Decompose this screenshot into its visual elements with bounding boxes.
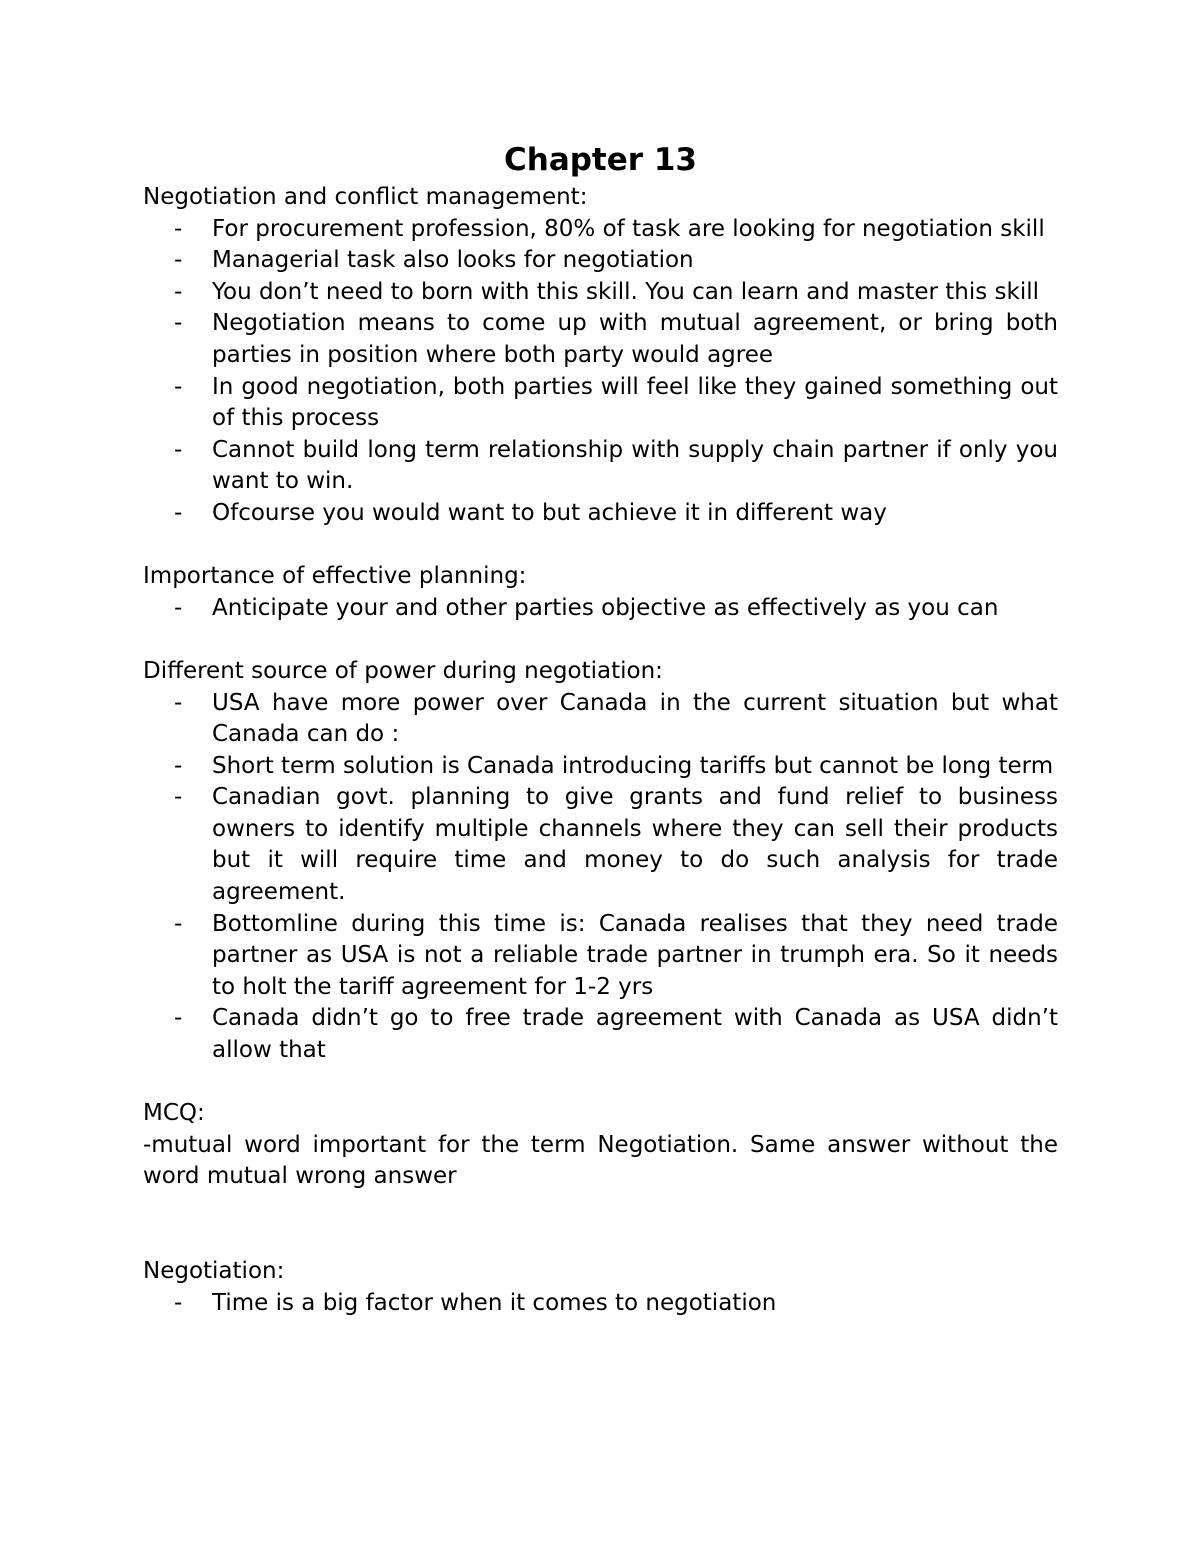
list-item: - USA have more power over Canada in the current situation but what Canada can do :: [174, 689, 1058, 748]
spacer: [143, 530, 1058, 562]
list-item: - Managerial task also looks for negotiation: [143, 245, 1058, 277]
list-item: - Bottomline during this time is: Canada realises that they need trade partner as USA is not a reliable trade partner in trumph era. So it needs to holt the tariff agreement for 1-2 yrs: [174, 910, 1058, 1000]
list-item: - You don’t need to born with this skill. You can learn and master this skill: [143, 277, 1058, 309]
spacer: [143, 624, 1058, 656]
dash-bullet: -: [174, 215, 183, 242]
section-heading-negotiation: Negotiation:: [143, 1258, 285, 1285]
list-item: - Canada didn’t go to free trade agreement with Canada as USA didn’t allow that: [174, 1005, 1058, 1064]
list-item: - Canadian govt. planning to give grants and fund relief to business owners to identify multiple channels where they can sell their products but it will require time and money to do such analysis for trade agreement.: [174, 784, 1058, 906]
list-item: - Negotiation means to come up with mutual agreement, or bring both parties in position where both party would agree: [174, 310, 1058, 368]
page-title: Chapter 13: [504, 142, 697, 178]
section-heading-mcq: MCQ:: [143, 1100, 205, 1127]
dash-bullet: -: [174, 499, 183, 526]
spacer: [143, 1193, 1058, 1256]
section-heading-negotiation-conflict: Negotiation and conflict management:: [143, 184, 588, 210]
document-page: [143, 138, 1058, 1319]
list-item: - Time is a big factor when it comes to negotiation: [143, 1288, 1058, 1320]
list-item: - Cannot build long term relationship with supply chain partner if only you want to win.: [174, 436, 1058, 495]
list-item: - For procurement profession, 80% of task are looking for negotiation skill: [143, 214, 1058, 246]
section-heading-effective-planning: Importance of effective planning:: [143, 563, 527, 590]
list-item: - In good negotiation, both parties will feel like they gained something out of this process: [174, 373, 1058, 432]
list-negotiation-conflict: [143, 214, 1058, 530]
section-heading-source-of-power: Different source of power during negotiation:: [143, 657, 663, 684]
list-effective-planning: [143, 593, 1058, 625]
dash-bullet: -: [174, 436, 183, 463]
dash-bullet: -: [174, 373, 183, 400]
dash-bullet: -: [174, 910, 183, 937]
dash-bullet: -: [174, 689, 183, 716]
mcq-text: -mutual word important for the term Negotiation. Same answer without the word mutual wrong answer: [143, 1131, 1058, 1190]
dash-bullet: -: [174, 594, 183, 621]
spacer: [143, 1067, 1058, 1099]
dash-bullet: -: [174, 752, 183, 779]
dash-bullet: -: [174, 784, 183, 811]
list-negotiation: [143, 1288, 1058, 1320]
list-source-of-power: [143, 688, 1058, 1067]
list-item: - Ofcourse you would want to but achieve it in different way: [143, 498, 1058, 530]
dash-bullet: -: [174, 1289, 183, 1316]
dash-bullet: -: [174, 1005, 183, 1032]
dash-bullet: -: [174, 247, 183, 274]
list-item: - Short term solution is Canada introducing tariffs but cannot be long term: [143, 751, 1058, 783]
list-item: - Anticipate your and other parties objective as effectively as you can: [143, 593, 1058, 625]
dash-bullet: -: [174, 278, 183, 305]
dash-bullet: -: [174, 310, 183, 337]
